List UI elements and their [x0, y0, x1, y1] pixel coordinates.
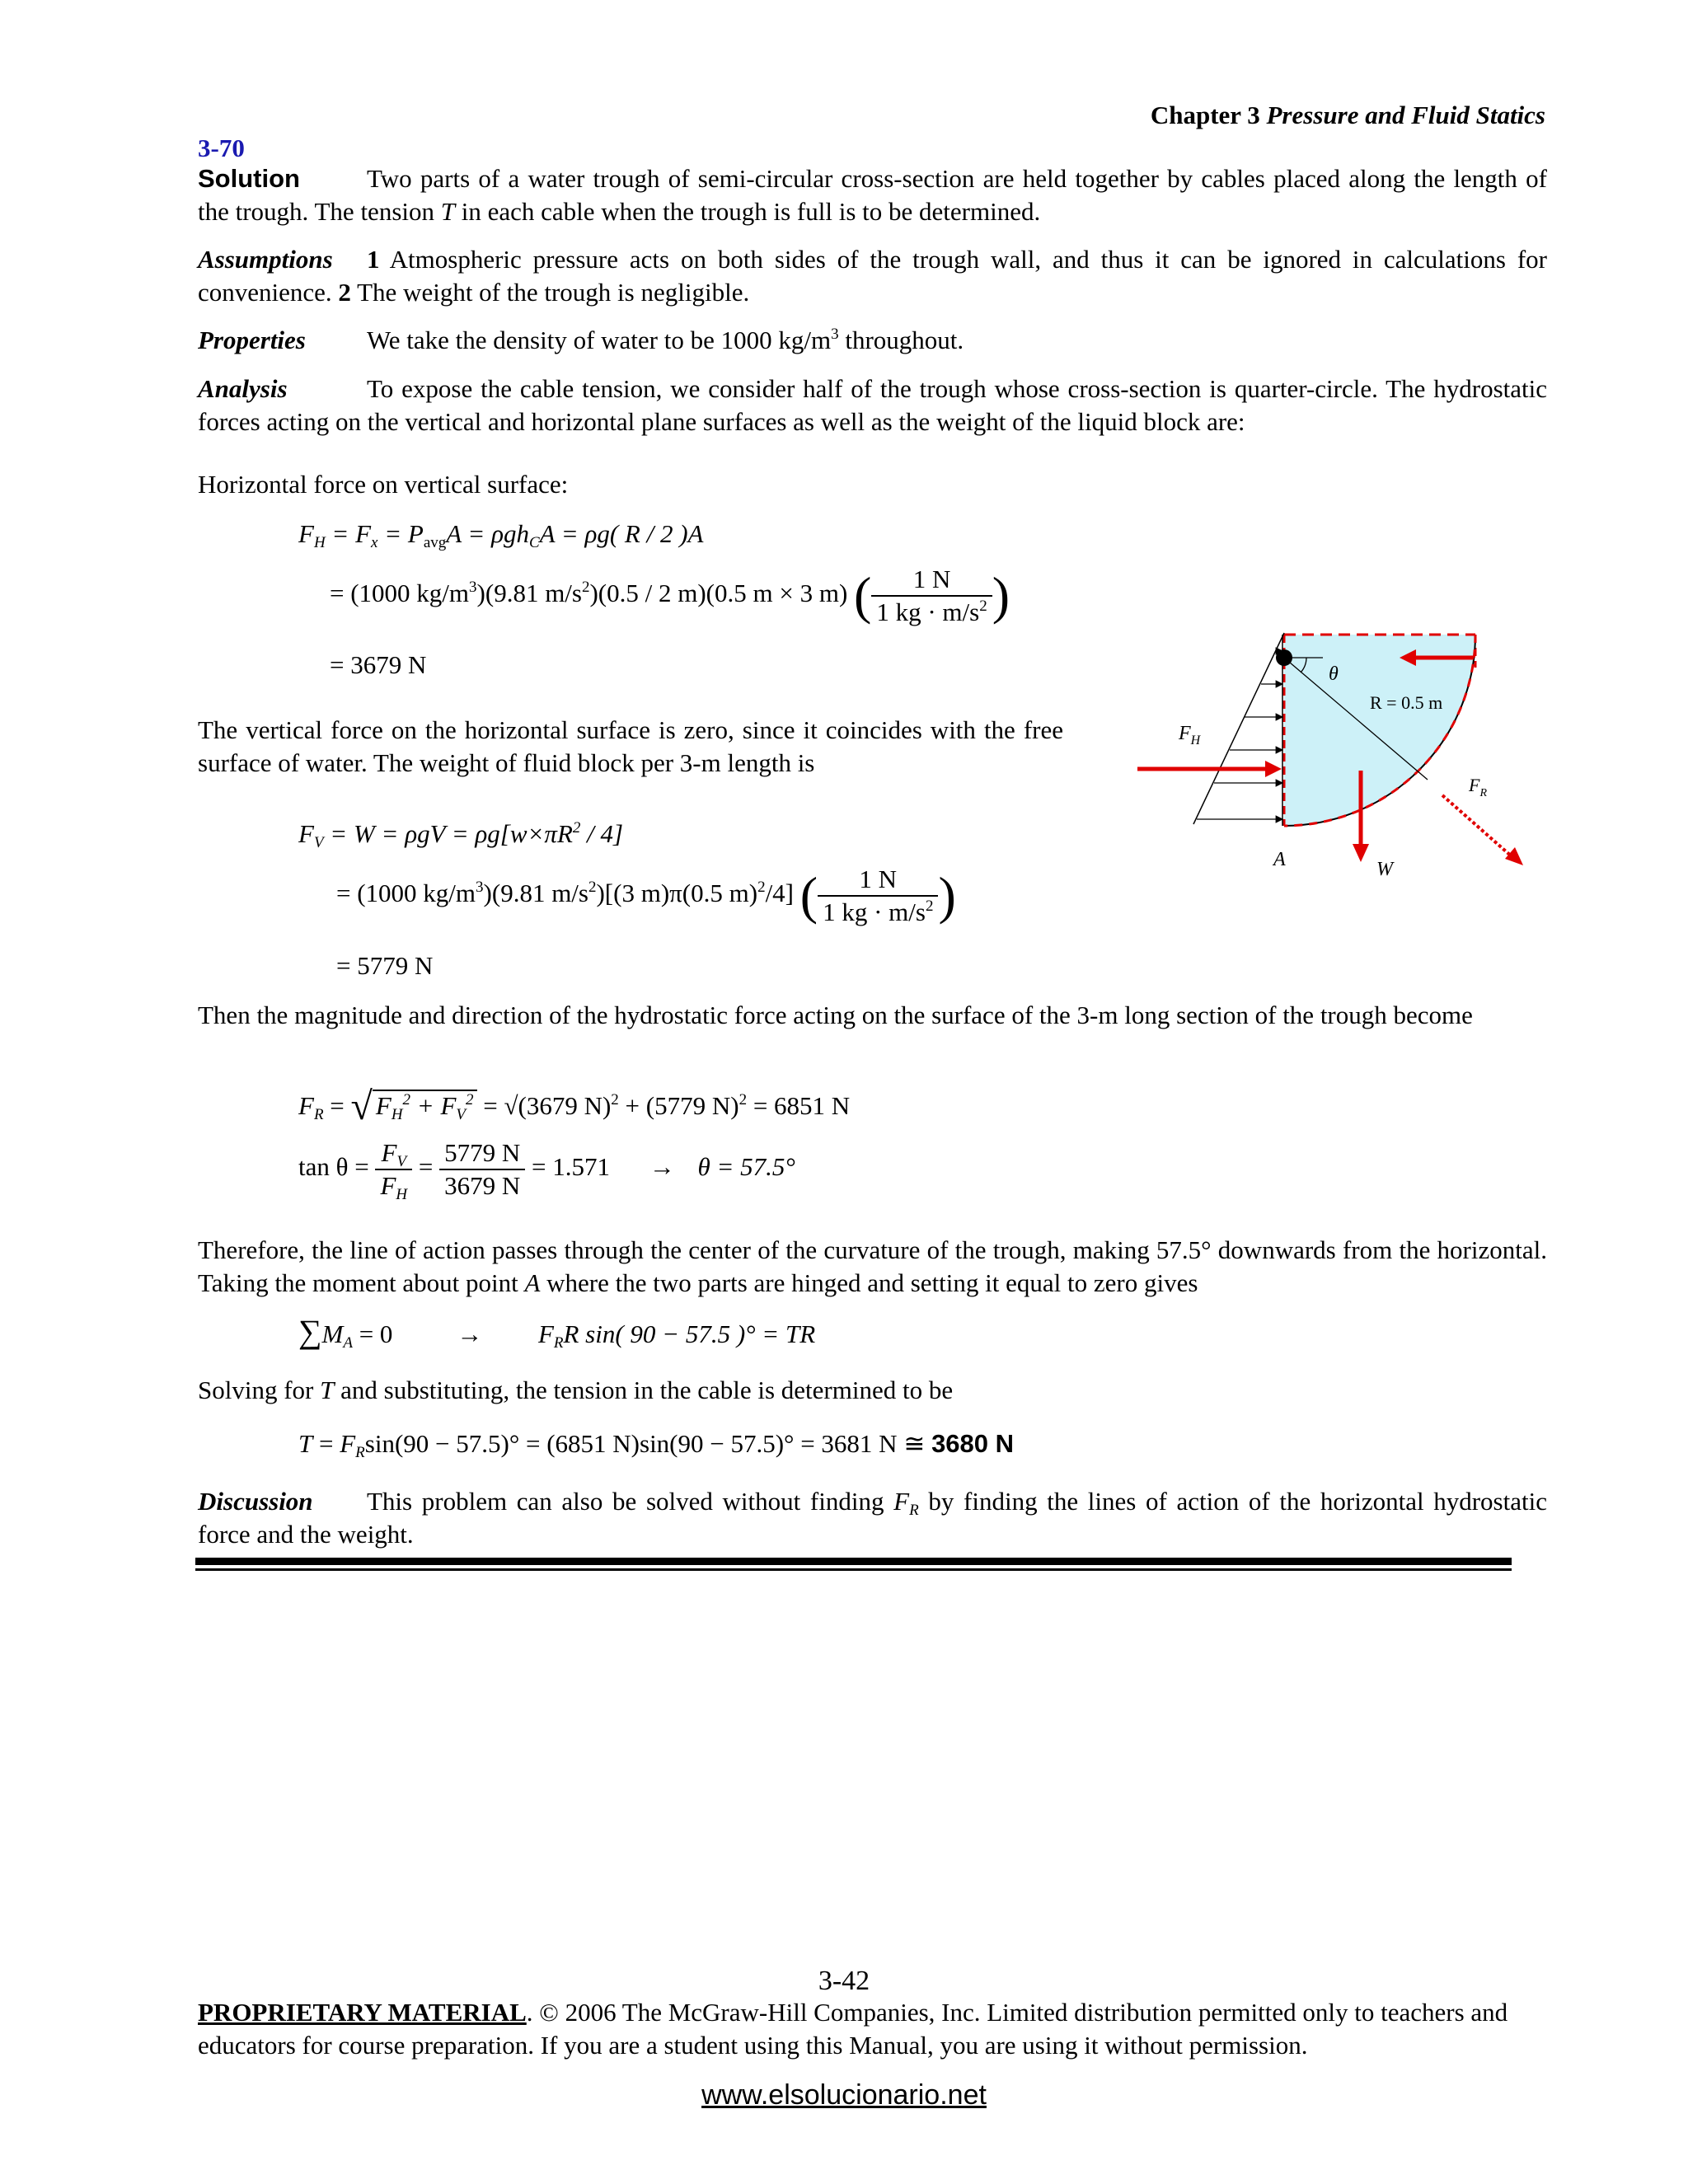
eq-fh-line2-c: )(0.5 / 2 m)(0.5 m × 3 m) — [589, 579, 848, 608]
eq-fv-unit-fraction: $\frac{1 N}{1 kg \cdot m/s^2}$ — [818, 864, 938, 928]
section-divider-thin — [195, 1568, 1512, 1571]
eq-tan-fraction — [439, 1137, 525, 1202]
horizontal-heading: Horizontal force on vertical surface: — [198, 470, 569, 499]
eq-tension-mid: sin(90 − 57.5)° = (6851 N)sin(90 − 57.5)° = 3681 N ≅ — [364, 1429, 932, 1458]
analysis-label: Analysis — [198, 374, 288, 403]
properties-paragraph — [198, 324, 1547, 357]
pressure-line — [1193, 633, 1284, 824]
proprietary-label: PROPRIETARY MATERIAL — [198, 1998, 527, 2027]
properties-exponent: 3 — [831, 326, 839, 343]
discussion-text-b: by finding the lines of action of the horizontal hydrostatic force and the weight. — [198, 1487, 1547, 1549]
eq-tan-result: = 1.571 — [532, 1152, 610, 1182]
eq-fh-line1-end: A = ρg( R / 2 )A — [539, 519, 704, 548]
label-theta: θ — [1329, 663, 1339, 685]
eq-fh-line2-a: = (1000 kg/m — [330, 579, 470, 608]
discussion-paragraph: Discussion This problem can also be solved without finding $F_R$ by finding the lines of action of the horizontal hydrostatic force and the weight. — [198, 1487, 1547, 1549]
page-number: 3-42 — [818, 1966, 870, 1996]
assumption-2-number: 2 — [338, 278, 351, 307]
solution-var-t: T — [440, 197, 455, 226]
eq-fh-line2-b: )(9.81 m/s — [476, 579, 582, 608]
eq-fv-line2: = (1000 $kg/m^3)(9.81$ $m/s^2)[(3$ m)π(0.5 m)$^2$/4] ( $\frac{1 N}{1 kg \cdot m/s^2}$ ) — [336, 865, 956, 926]
then-paragraph: Then the magnitude and direction of the hydrostatic force acting on the surface of the 3-m long section of the trough become — [198, 1001, 1473, 1029]
solution-paragraph — [198, 162, 1547, 228]
eq-tan-arrow: → — [649, 1152, 675, 1182]
solving-text-a: Solving for — [198, 1376, 321, 1404]
eq-tension: $T = F_R\sin(90 - 57.5)^\circ = (6851$ N)sin(90 − 57.5)° = 3681 N ≅ 3680 N — [298, 1429, 1015, 1461]
eq-moment-right: R sin( 90 − 57.5 )° = TR — [563, 1319, 816, 1348]
eq-fv-line1: $F_V = W = \rho gV = \rho g[w\times\pi R^2 / 4]$ — [298, 819, 624, 851]
properties-text-b: throughout. — [838, 326, 964, 354]
therefore-paragraph — [198, 1234, 1547, 1300]
solution-text-a: Two parts of a water trough of semi-circular cross-section are held together by cables placed along the length of the trough. The tension — [198, 164, 1547, 226]
eq-fr-mid2: + (5779 N) — [618, 1091, 739, 1120]
label-w: W — [1376, 859, 1393, 880]
proprietary-text: . © 2006 The McGraw-Hill Companies, Inc. Limited distribution permitted only to teachers and educators for course preparation. If you are a student using this Manual, you are using it without permission. — [198, 1998, 1508, 2060]
properties-text-a: We take the density of water to be 1000 kg/m — [367, 326, 832, 354]
problem-number: 3-70 — [198, 134, 245, 162]
eq-theta-result: θ = 57.5° — [697, 1152, 795, 1182]
analysis-paragraph — [198, 373, 1547, 438]
analysis-text: To expose the cable tension, we consider half of the trough whose cross-section is quarter-circle. The hydrostatic forces acting on the vertical and horizontal plane surfaces as well as the weight of the liquid block are: — [198, 374, 1547, 436]
chapter-title: Pressure and Fluid Statics — [1266, 101, 1545, 129]
solving-var-t: T — [320, 1376, 335, 1404]
vertical-force-text: The vertical force on the horizontal surface is zero, since it coincides with the free surface of water. The weight of fluid block per 3-m length is — [198, 715, 1063, 777]
website-link[interactable]: www.elsolucionario.net — [701, 2079, 987, 2111]
assumptions-label: Assumptions — [198, 245, 333, 274]
assumption-2-text: The weight of the trough is negligible. — [350, 278, 750, 307]
eq-tension-answer: 3680 N — [931, 1429, 1015, 1458]
eq-fh-unit-num: 1 N — [871, 564, 992, 597]
eq-fv-line2-d: /4] — [765, 879, 794, 908]
eq-fh-line1: $F_H = F_x = P_{avg}A = \rho gh_CA = \rho g$( R / 2 )A — [298, 519, 704, 551]
solving-text-b: and substituting, the tension in the cable is determined to be — [334, 1376, 954, 1404]
therefore-text-b: where the two parts are hinged and setting it equal to zero gives — [540, 1268, 1198, 1297]
solution-text-b: in each cable when the trough is full is to be determined. — [455, 197, 1041, 226]
eq-fv-line1-text: = W = ρgV = ρg[w×πR — [330, 819, 573, 848]
discussion-label: Discussion — [198, 1487, 313, 1516]
eq-moment-arrow: → — [457, 1319, 483, 1348]
eq-tan-label: tan θ = — [298, 1152, 369, 1182]
eq-fh-line2: = (1000 $kg/m^3)(9.81$ $m/s^2)(0.5 / 2$ m)(0.5 m × 3 m) ( $\frac{1 N}{1 kg \cdot m/s^2}$ ) — [330, 565, 1010, 626]
eq-fr-result: = 6851 N — [747, 1091, 851, 1120]
eq-fr-mid: = √(3679 N) — [483, 1091, 612, 1120]
chapter-number: Chapter 3 — [1150, 101, 1260, 129]
label-fr: $F_R$ — [1469, 775, 1488, 799]
label-a: A — [1273, 849, 1286, 870]
eq-fv-line1-end: / 4] — [580, 819, 624, 848]
eq-fh-result: = 3679 N — [330, 650, 427, 679]
label-fh: $F_H$ — [1179, 723, 1201, 748]
discussion-text-a: This problem can also be solved without finding — [367, 1487, 894, 1516]
assumption-1-text: Atmospheric pressure acts on both sides of the trough wall, and thus it can be ignored in calculations for convenience. — [198, 245, 1547, 307]
water-region — [1284, 635, 1475, 826]
eq-fv-line2-b: )(9.81 m/s — [483, 879, 588, 908]
label-radius: R = 0.5 m — [1370, 692, 1443, 713]
eq-fh-unit-den: 1 kg · m/s — [876, 598, 980, 626]
therefore-var-a: A — [524, 1268, 541, 1297]
solution-label: Solution — [198, 164, 300, 193]
chapter-header — [1151, 99, 1545, 132]
eq-tan-den: 3679 N — [444, 1171, 521, 1200]
eq-fv-unit-num: 1 N — [818, 864, 938, 897]
therefore-text-a: Therefore, the line of action passes through the center of the curvature of the trough, making 57.5° downwards from the horizontal. Taking the moment about point — [198, 1235, 1547, 1297]
eq-fv-line2-a: = (1000 kg/m — [336, 879, 476, 908]
eq-fr-line1: $F_R$ = √ $F_H^2 + F_V^2 = √(3679$ N)$^2$ + (5779 N)$^2$ = 6851 N — [298, 1085, 851, 1128]
solving-text — [198, 1374, 953, 1407]
eq-fh-line1-text: = ρgh — [467, 519, 529, 548]
eq-fh-unit-fraction: $\frac{1 N}{1 kg \cdot m/s^2}$ — [871, 564, 992, 628]
eq-moment: $\sum M_A = 0 \to F_RR$ sin( 90 − 57.5 )° = TR — [298, 1313, 816, 1352]
eq-tan: tan θ = $\frac{F_V}{F_H}$ = $\frac{5779 N}{3679 N}$ = 1.571 → θ = 57.5° — [298, 1138, 795, 1203]
eq-tan-num: 5779 N — [439, 1137, 525, 1170]
assumption-1-number: 1 — [367, 245, 380, 274]
assumptions-paragraph — [198, 243, 1547, 309]
trough-diagram — [1137, 618, 1541, 898]
eq-fv-line2-c: )[(3 m)π(0.5 m) — [596, 879, 758, 908]
eq-fv-result: = 5779 N — [336, 951, 434, 980]
eq-moment-left: = 0 — [359, 1319, 393, 1348]
fr-arrow — [1442, 795, 1512, 857]
eq-fv-unit-den: 1 kg · m/s — [823, 898, 926, 926]
proprietary-notice — [198, 1996, 1550, 2062]
properties-label: Properties — [198, 326, 306, 354]
section-divider — [195, 1558, 1512, 1565]
